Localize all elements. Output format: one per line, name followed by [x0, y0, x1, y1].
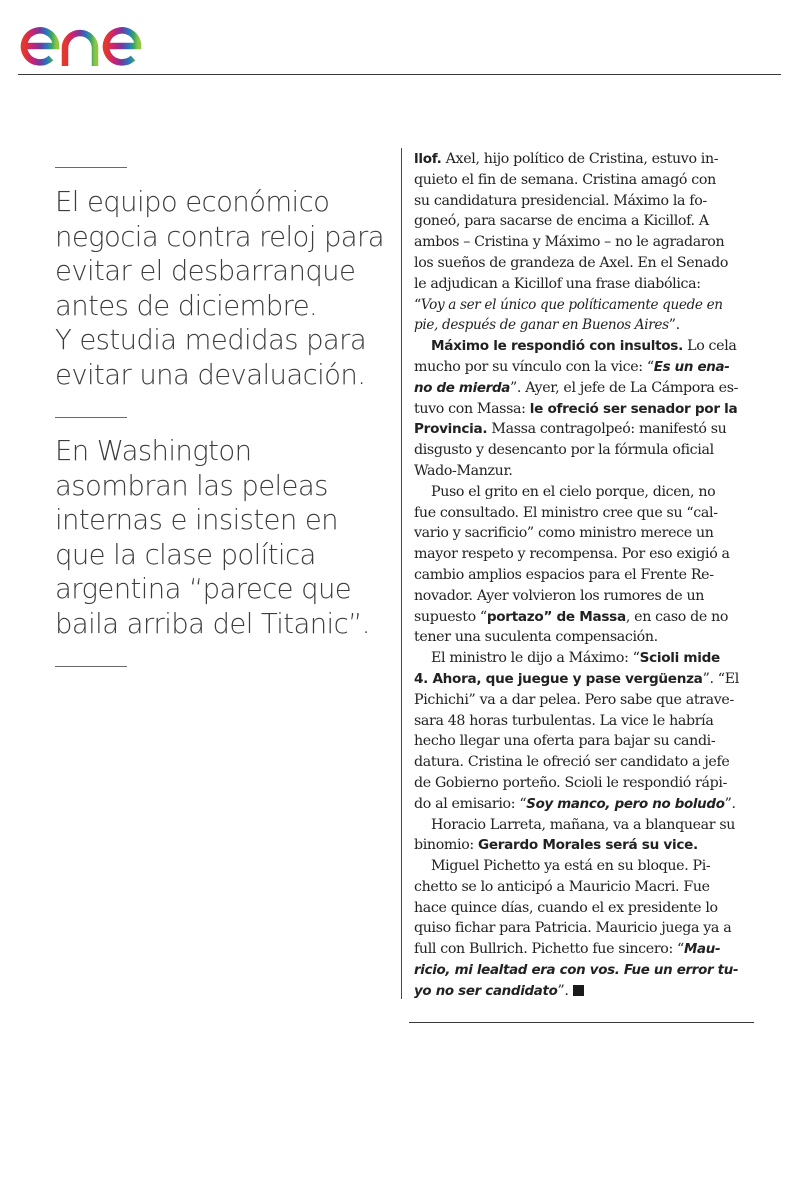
column-divider	[401, 148, 402, 999]
quote-rule-middle	[55, 417, 127, 418]
pull-quote-economic-team	[55, 185, 390, 392]
pull-quote-line: En Washington	[55, 435, 252, 467]
article-line: hace quince días, cuando el ex presidente lo	[414, 899, 718, 916]
pull-quote-line: negocia contra reloj para	[55, 220, 385, 253]
article-line: Miguel Pichetto ya está en su bloque. Pi-	[431, 858, 711, 875]
article-line: sara 48 horas turbulentas. La vice le habría	[414, 712, 714, 729]
article-line: le adjudican a Kicillof una frase diabólica:	[414, 275, 701, 292]
article-line: quieto el fin de semana. Cristina amagó con	[414, 171, 716, 188]
article-line: cambio amplios espacios para el Frente Re-	[414, 566, 714, 583]
header-rule	[18, 74, 781, 75]
quote-rule-bottom	[55, 666, 127, 667]
article-line: mayor respeto y recompensa. Por eso exigió a	[414, 546, 730, 563]
article-line: full con Bullrich. Pichetto fue sincero: “Mau-	[414, 941, 721, 958]
article-line: novador. Ayer volvieron los rumores de un	[414, 587, 705, 604]
pull-quote-line: evitar una devaluación.	[55, 358, 366, 391]
pull-quote-line: antes de diciembre.	[55, 289, 318, 322]
pull-quote-line: asombran las peleas	[55, 469, 328, 502]
article-line: tener una suculenta compensación.	[414, 629, 658, 646]
enel-logo	[18, 4, 180, 70]
article-line: El ministro le dijo a Máximo: “Scioli mide	[431, 650, 720, 667]
article-line: Wado-Manzur.	[414, 462, 513, 479]
article-line: pie, después de ganar en Buenos Aires”.	[414, 317, 680, 334]
article-line: vario y sacrificio” como ministro merece un	[414, 525, 714, 542]
article-line: Pichichi” va a dar pelea. Pero sabe que atrave-	[414, 691, 734, 708]
article-line: mucho por su vínculo con la vice: “Es un ena-	[414, 358, 730, 375]
article-line: yo no ser candidato”.	[414, 981, 756, 1002]
article-line: los sueños de grandeza de Axel. En el Senado	[414, 254, 729, 271]
article-line: “Voy a ser el único que políticamente quede en	[414, 296, 723, 313]
pull-quote-line: baila arriba del Titanic”.	[55, 607, 370, 640]
article-line: ricio, mi lealtad era con vos. Fue un error tu-	[414, 963, 739, 979]
pull-quote-line: que la clase política	[55, 538, 316, 571]
article-line: de Gobierno porteño. Scioli le respondió rápi-	[414, 774, 728, 791]
article-line: supuesto “portazo” de Massa, en caso de no	[414, 608, 729, 625]
article-line: Horacio Larreta, mañana, va a blanquear su	[431, 816, 736, 833]
article-body	[414, 149, 756, 1002]
article-line: Máximo le respondió con insultos. Lo cela	[431, 338, 737, 355]
article-line: datura. Cristina le ofreció ser candidato a jefe	[414, 754, 730, 771]
pull-quote-line: argentina “parece que	[55, 573, 352, 605]
article-line: do al emisario: “Soy manco, pero no boludo”.	[414, 795, 736, 812]
article-line: tuvo con Massa: le ofreció ser senador por la	[414, 400, 738, 417]
article-line: binomio: Gerardo Morales será su vice.	[414, 837, 698, 854]
quote-rule-top	[55, 167, 127, 168]
article-line: su candidatura presidencial. Máximo la fo-	[414, 192, 707, 209]
article-bottom-rule	[409, 1022, 754, 1023]
pull-quote-line: El equipo económico	[55, 186, 330, 218]
end-of-article-square-icon	[573, 985, 584, 996]
article-line: hecho llegar una oferta para bajar su candi-	[414, 733, 716, 750]
article-line: chetto se lo anticipó a Mauricio Macri. Fue	[414, 878, 710, 895]
pull-quote-line: internas e insisten en	[55, 504, 338, 536]
pull-quote-washington	[55, 434, 390, 641]
article-line: Provincia. Massa contragolpeó: manifestó su	[414, 421, 727, 438]
article-line: llof. Axel, hijo político de Cristina, estuvo in-	[414, 151, 719, 167]
article-line: disgusto y desencanto por la fórmula oficial	[414, 442, 714, 459]
article-line: quiso fichar para Patricia. Mauricio juega ya a	[414, 920, 732, 937]
pull-quote-line: evitar el desbarranque	[55, 255, 356, 287]
article-line: goneó, para sacarse de encima a Kicillof. A	[414, 213, 709, 230]
article-line: 4. Ahora, que juegue y pase vergüenza”. “El	[414, 670, 739, 687]
article-line: fue consultado. El ministro cree que su “cal-	[414, 504, 718, 521]
article-line: no de mierda”. Ayer, el jefe de La Cámpora es-	[414, 379, 739, 396]
pull-quote-line: Y estudia medidas para	[55, 324, 367, 356]
article-line: ambos – Cristina y Máximo – no le agradaron	[414, 234, 725, 251]
article-line: Puso el grito en el cielo porque, dicen, no	[431, 483, 716, 500]
